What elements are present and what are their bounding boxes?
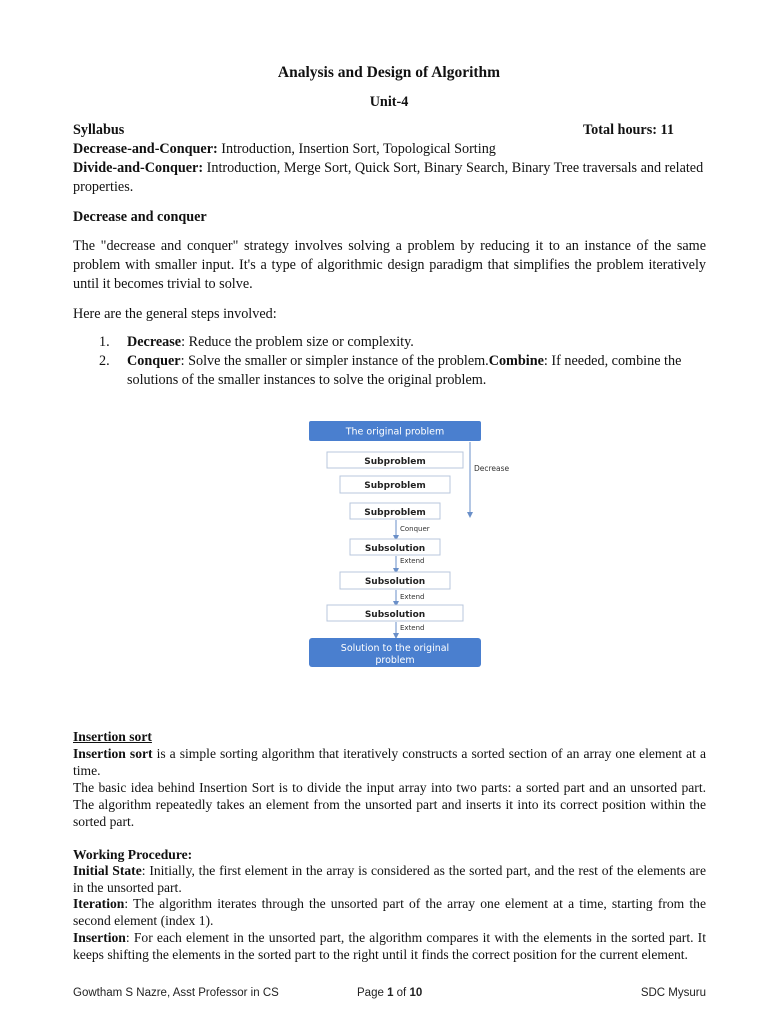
decrease-intro: The "decrease and conquer" strategy involves solving a problem by reducing it to an instance of the same problem with smaller input. It's a type of algorithmic design paradigm that simplifies the problem iteratively until it becomes trivial to solve. — [73, 238, 706, 292]
procedure-bold: Initial State — [73, 863, 142, 878]
steps-list — [73, 333, 706, 390]
divide-heading: Divide-and-Conquer: — [73, 160, 204, 176]
procedure-item — [73, 929, 706, 963]
syllabus-row — [73, 121, 706, 140]
insertion-def-text: is a simple sorting algorithm that iteratively constructs a sorted section of an array one element at a time. — [73, 746, 706, 778]
step-bold: Decrease — [127, 334, 182, 350]
step-text: : Solve the smaller or simpler instance of the problem. — [180, 353, 489, 369]
conquer-label: Conquer — [400, 525, 430, 533]
syllabus-decrease — [73, 140, 706, 159]
page-footer — [73, 987, 706, 1003]
step-text-combine: : If needed, combine the solutions of the smaller instances to solve the original problem. — [127, 353, 682, 388]
page-total: 10 — [409, 987, 423, 999]
subproblem-label: Subproblem — [364, 508, 426, 518]
steps-intro: Here are the general steps involved: — [73, 306, 277, 322]
decrease-heading: Decrease-and-Conquer: — [73, 141, 218, 157]
decrease-conquer-diagram — [306, 417, 510, 677]
subsolution-label: Subsolution — [364, 577, 426, 587]
section-heading-decrease: Decrease and conquer — [73, 209, 207, 225]
total-hours: Total hours: 11 — [583, 122, 674, 138]
section-heading-insertion: Insertion sort — [73, 729, 152, 744]
syllabus-divide — [73, 159, 706, 197]
subsolution-label: Subsolution — [364, 544, 426, 554]
extend-label: Extend — [400, 557, 425, 565]
page-prefix: Page — [357, 987, 388, 999]
subsolution-label: Subsolution — [364, 610, 426, 620]
decrease-label: Decrease — [474, 464, 510, 473]
step-item — [73, 352, 706, 390]
syllabus-label: Syllabus — [73, 122, 125, 138]
page-of: of — [393, 987, 410, 999]
step-number: 1. — [99, 334, 110, 350]
insertion-def-bold: Insertion sort — [73, 746, 153, 761]
procedure-heading: Working Procedure: — [73, 847, 193, 862]
subproblem-label: Subproblem — [364, 457, 426, 467]
extend-label: Extend — [400, 624, 425, 632]
subproblem-label: Subproblem — [364, 481, 426, 491]
decrease-topics: Introduction, Insertion Sort, Topological Sorting — [217, 141, 496, 157]
step-bold-combine: Combine — [488, 353, 544, 369]
procedure-bold: Insertion — [73, 930, 126, 945]
procedure-item — [73, 862, 706, 896]
document-title: Analysis and Design of Algorithm — [277, 64, 501, 81]
footer-author: Gowtham S Nazre, Asst Professor in CS — [73, 987, 279, 999]
solution-label-line2: problem — [375, 655, 415, 666]
solution-label-line1: Solution to the original — [340, 643, 450, 654]
extend-label: Extend — [400, 593, 425, 601]
insertion-basic-idea: The basic idea behind Insertion Sort is to divide the input array into two parts: a sorted part and an unsorted part. The algorithm repeatedly takes an element from the unsorted part and inserts it into its correct position within the sorted part. — [73, 780, 706, 829]
procedure-text: : Initially, the first element in the array is considered as the sorted part, and the rest of the elements are in the unsorted part. — [73, 863, 706, 895]
procedure-text: : The algorithm iterates through the unsorted part of the array one element at a time, starting from the second element (index 1). — [73, 896, 706, 928]
unit-label: Unit-4 — [369, 94, 409, 110]
step-item — [73, 333, 706, 352]
insertion-definition — [73, 745, 706, 779]
procedure-text: : For each element in the unsorted part, the algorithm compares it with the elements in the sorted part. It keeps shifting the elements in the sorted part to the right until it finds the correct position for the current element. — [73, 930, 706, 962]
procedure-item — [73, 895, 706, 929]
divide-topics: Introduction, Merge Sort, Quick Sort, Binary Search, Binary Tree traversals and related properties. — [73, 160, 704, 195]
footer-org: SDC Mysuru — [640, 987, 706, 999]
step-text: : Reduce the problem size or complexity. — [181, 334, 414, 350]
footer-page-number — [357, 987, 422, 999]
procedure-bold: Iteration — [73, 896, 125, 911]
page-num: 1 — [387, 987, 394, 999]
original-problem-label: The original problem — [345, 426, 445, 438]
step-number: 2. — [99, 353, 110, 369]
step-bold: Conquer — [127, 353, 181, 369]
